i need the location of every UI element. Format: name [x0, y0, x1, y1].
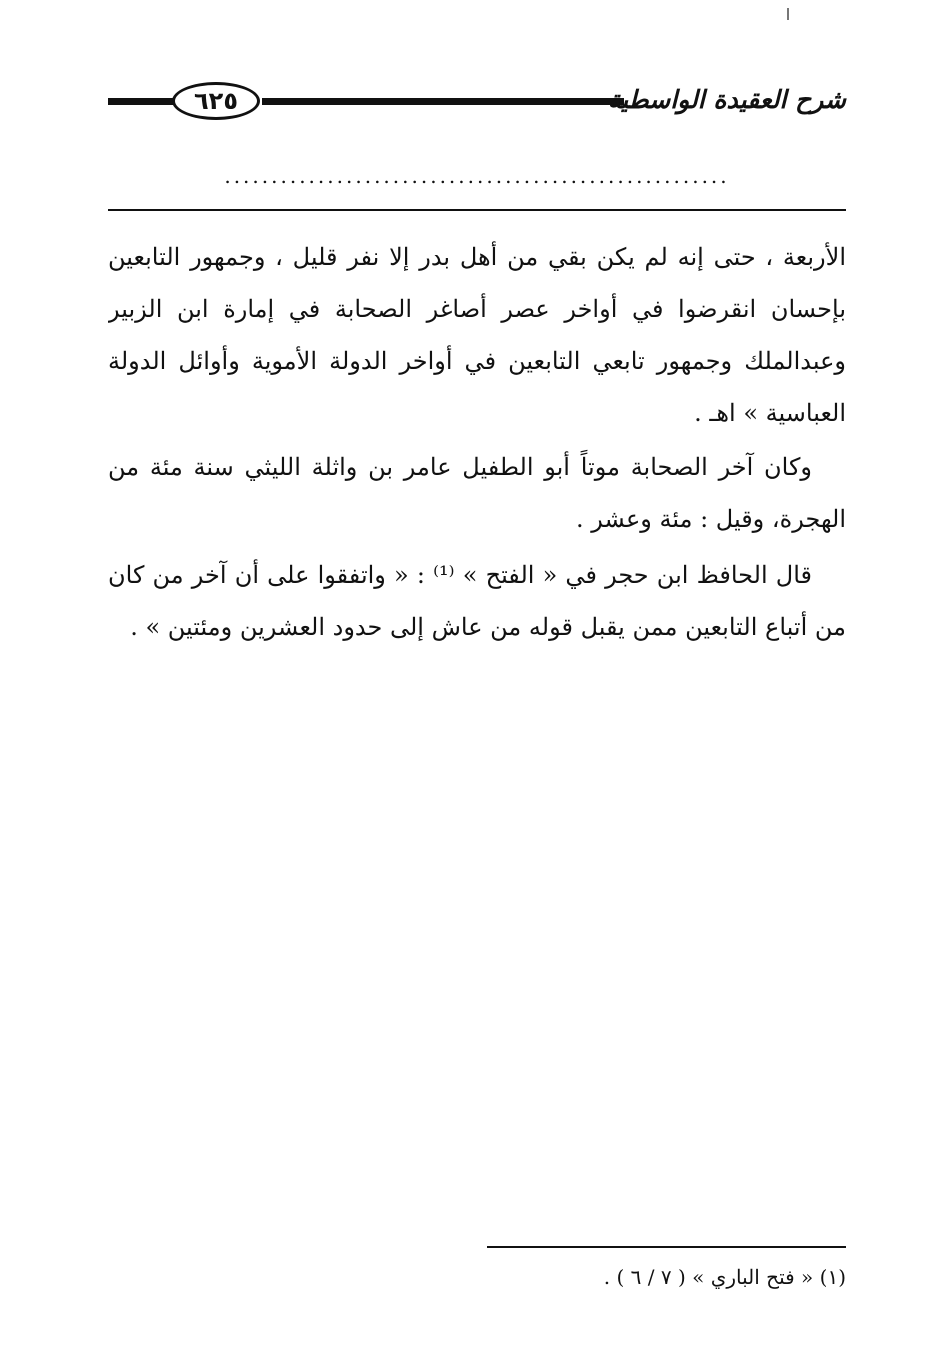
scan-mark: [787, 8, 789, 20]
text-line: وعبدالملك وجمهور تابعي التابعين في أواخر الدولة الأموية وأوائل الدولة: [108, 347, 846, 375]
paragraph-2: [108, 441, 846, 545]
text-line: الهجرة، وقيل : مئة وعشر .: [576, 505, 846, 533]
text-line: بإحسان انقرضوا في أواخر عصر أصاغر الصحابة في إمارة ابن الزبير: [108, 295, 846, 323]
text-line: الأربعة ، حتى إنه لم يكن بقي من أهل بدر إلا نفر قليل ، وجمهور التابعين: [108, 243, 846, 271]
text-line: العباسية » اهـ .: [694, 399, 846, 427]
header-rule-right: [262, 98, 624, 105]
footnote: (١) « فتح الباري » ( ٧ / ٦ ) .: [603, 1265, 846, 1289]
paragraph-3: [108, 549, 846, 653]
running-title: شرح العقيدة الواسطية: [607, 85, 846, 114]
page-number: ٦٢٥: [172, 82, 260, 120]
header-rule-left: [108, 98, 178, 105]
dotted-separator: ......................................................: [224, 166, 730, 186]
top-rule: [108, 209, 846, 211]
text-line: قال الحافظ ابن حجر في « الفتح » ⁽¹⁾ : « واتفقوا على أن آخر من كان: [108, 561, 813, 589]
paragraph-1: [108, 231, 846, 439]
text-line: وكان آخر الصحابة موتاً أبو الطفيل عامر بن واثلة الليثي سنة مئة من: [108, 453, 812, 481]
text-line: من أتباع التابعين ممن يقبل قوله من عاش إلى حدود العشرين ومئتين » .: [130, 613, 846, 641]
footnote-rule: [487, 1246, 846, 1248]
